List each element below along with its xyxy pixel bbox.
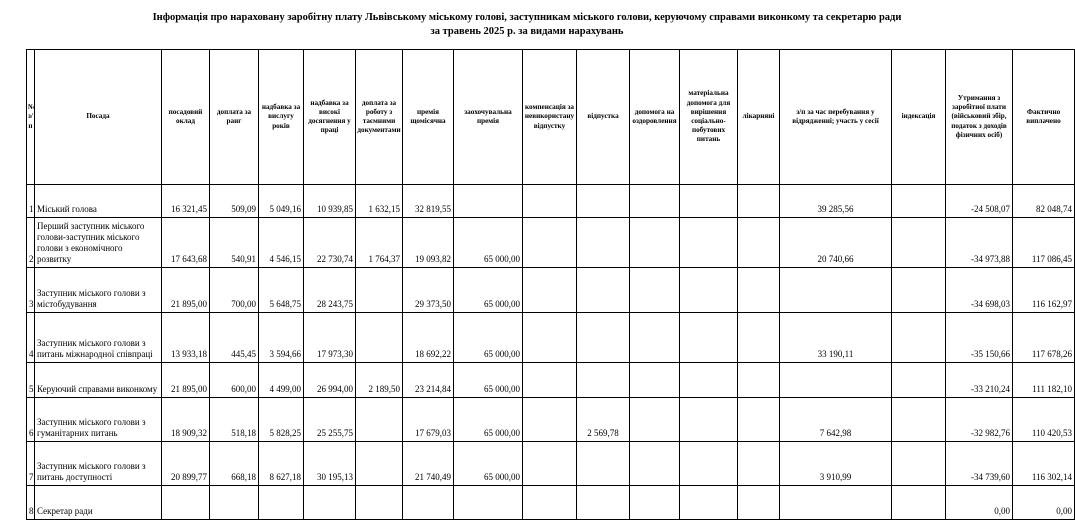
- cell-achievement: [304, 486, 356, 520]
- cell-compensation: [523, 363, 577, 398]
- cell-bonus-monthly: 32 819,55: [403, 185, 454, 218]
- header-deductions: Утримання з заробітної плати (військовий збір, податок з доходів фізичних осіб): [946, 50, 1013, 185]
- cell-num: 6: [27, 398, 35, 442]
- cell-compensation: [523, 268, 577, 313]
- header-vacation: відпустка: [577, 50, 630, 185]
- header-row: [27, 50, 1075, 185]
- cell-material: [680, 185, 738, 218]
- header-salary: посадовий оклад: [162, 50, 210, 185]
- cell-bonus-monthly: 29 373,50: [403, 268, 454, 313]
- cell-num: 5: [27, 363, 35, 398]
- cell-deductions: 0,00: [946, 486, 1013, 520]
- cell-vacation: [577, 442, 630, 486]
- cell-paid: 116 302,14: [1013, 442, 1075, 486]
- cell-num: 1: [27, 185, 35, 218]
- header-sick: лікарняні: [738, 50, 780, 185]
- cell-indexation: [892, 185, 946, 218]
- cell-vacation: [577, 218, 630, 268]
- cell-sick: [738, 363, 780, 398]
- cell-deductions: -34 698,03: [946, 268, 1013, 313]
- cell-salary: [162, 486, 210, 520]
- cell-compensation: [523, 398, 577, 442]
- cell-paid: 110 420,53: [1013, 398, 1075, 442]
- cell-secret: [356, 442, 403, 486]
- cell-secret: 1 632,15: [356, 185, 403, 218]
- cell-compensation: [523, 442, 577, 486]
- cell-secret: [356, 268, 403, 313]
- cell-health: [630, 313, 680, 363]
- cell-vacation: [577, 486, 630, 520]
- cell-seniority: 5 049,16: [259, 185, 304, 218]
- header-position: Посада: [35, 50, 162, 185]
- cell-vacation: [577, 268, 630, 313]
- cell-compensation: [523, 313, 577, 363]
- cell-rank: 668,18: [210, 442, 259, 486]
- cell-rank: 509,09: [210, 185, 259, 218]
- cell-salary: 21 895,00: [162, 268, 210, 313]
- table-row: [27, 218, 1075, 268]
- cell-position: Перший заступник міського голови-заступник міського голови з економічного розвитку: [35, 218, 162, 268]
- header-achievement: надбавка за високі досягнення у праці: [304, 50, 356, 185]
- table-row: [27, 363, 1075, 398]
- cell-session: 7 642,98: [780, 398, 892, 442]
- header-num: № з/п: [27, 50, 35, 185]
- cell-rank: 445,45: [210, 313, 259, 363]
- cell-achievement: 26 994,00: [304, 363, 356, 398]
- cell-vacation: [577, 363, 630, 398]
- cell-position: Заступник міського голови з питань міжнародної співпраці: [35, 313, 162, 363]
- cell-material: [680, 363, 738, 398]
- header-incentive: заохочувальна премія: [454, 50, 523, 185]
- cell-material: [680, 442, 738, 486]
- cell-session: 20 740,66: [780, 218, 892, 268]
- cell-indexation: [892, 268, 946, 313]
- cell-num: 4: [27, 313, 35, 363]
- cell-sick: [738, 313, 780, 363]
- header-compensation: компенсація за невикористану відпустку: [523, 50, 577, 185]
- cell-indexation: [892, 313, 946, 363]
- cell-seniority: 4 546,15: [259, 218, 304, 268]
- cell-session: [780, 268, 892, 313]
- cell-incentive: 65 000,00: [454, 363, 523, 398]
- cell-material: [680, 218, 738, 268]
- cell-material: [680, 313, 738, 363]
- cell-achievement: 22 730,74: [304, 218, 356, 268]
- cell-sick: [738, 185, 780, 218]
- cell-num: 8: [27, 486, 35, 520]
- cell-compensation: [523, 218, 577, 268]
- cell-material: [680, 486, 738, 520]
- cell-seniority: [259, 486, 304, 520]
- salary-table: [26, 49, 1075, 520]
- header-secret: доплата за роботу з таємними документами: [356, 50, 403, 185]
- cell-seniority: 4 499,00: [259, 363, 304, 398]
- cell-compensation: [523, 185, 577, 218]
- header-material: матеріальна допомога для вирішення соціально-побутових питань: [680, 50, 738, 185]
- cell-secret: 2 189,50: [356, 363, 403, 398]
- cell-secret: [356, 486, 403, 520]
- cell-position: Заступник міського голови з гуманітарних питань: [35, 398, 162, 442]
- cell-seniority: 5 828,25: [259, 398, 304, 442]
- cell-session: [780, 486, 892, 520]
- cell-deductions: -34 973,88: [946, 218, 1013, 268]
- cell-indexation: [892, 442, 946, 486]
- table-row: [27, 486, 1075, 520]
- cell-secret: [356, 313, 403, 363]
- cell-indexation: [892, 363, 946, 398]
- cell-deductions: -34 739,60: [946, 442, 1013, 486]
- table-body: [27, 185, 1075, 520]
- cell-secret: [356, 398, 403, 442]
- cell-material: [680, 398, 738, 442]
- cell-health: [630, 268, 680, 313]
- cell-paid: 116 162,97: [1013, 268, 1075, 313]
- cell-paid: 111 182,10: [1013, 363, 1075, 398]
- cell-seniority: 8 627,18: [259, 442, 304, 486]
- cell-rank: 600,00: [210, 363, 259, 398]
- cell-achievement: 25 255,75: [304, 398, 356, 442]
- cell-achievement: 28 243,75: [304, 268, 356, 313]
- cell-rank: 700,00: [210, 268, 259, 313]
- cell-achievement: 30 195,13: [304, 442, 356, 486]
- cell-bonus-monthly: 17 679,03: [403, 398, 454, 442]
- cell-incentive: 65 000,00: [454, 313, 523, 363]
- cell-deductions: -33 210,24: [946, 363, 1013, 398]
- table-row: [27, 398, 1075, 442]
- cell-bonus-monthly: [403, 486, 454, 520]
- cell-vacation: [577, 313, 630, 363]
- cell-indexation: [892, 486, 946, 520]
- cell-salary: 18 909,32: [162, 398, 210, 442]
- table-row: [27, 268, 1075, 313]
- header-rank: доплата за ранг: [210, 50, 259, 185]
- cell-salary: 20 899,77: [162, 442, 210, 486]
- cell-deductions: -35 150,66: [946, 313, 1013, 363]
- header-bonus-monthly: премія щомісячна: [403, 50, 454, 185]
- cell-health: [630, 442, 680, 486]
- cell-sick: [738, 486, 780, 520]
- cell-rank: 518,18: [210, 398, 259, 442]
- cell-bonus-monthly: 19 093,82: [403, 218, 454, 268]
- table-row: [27, 442, 1075, 486]
- cell-indexation: [892, 398, 946, 442]
- cell-incentive: 65 000,00: [454, 398, 523, 442]
- cell-material: [680, 268, 738, 313]
- table-row: [27, 185, 1075, 218]
- cell-bonus-monthly: 18 692,22: [403, 313, 454, 363]
- cell-indexation: [892, 218, 946, 268]
- cell-compensation: [523, 486, 577, 520]
- header-session: з/п за час перебування у відрядженні; участь у сесії: [780, 50, 892, 185]
- document-title: [0, 11, 1054, 39]
- cell-paid: 117 086,45: [1013, 218, 1075, 268]
- cell-salary: 21 895,00: [162, 363, 210, 398]
- cell-bonus-monthly: 23 214,84: [403, 363, 454, 398]
- cell-sick: [738, 398, 780, 442]
- cell-num: 7: [27, 442, 35, 486]
- table-row: [27, 313, 1075, 363]
- cell-paid: 82 048,74: [1013, 185, 1075, 218]
- cell-position: Міський голова: [35, 185, 162, 218]
- cell-salary: 16 321,45: [162, 185, 210, 218]
- header-health: допомога на оздоровлення: [630, 50, 680, 185]
- cell-salary: 17 643,68: [162, 218, 210, 268]
- cell-incentive: [454, 486, 523, 520]
- cell-salary: 13 933,18: [162, 313, 210, 363]
- cell-position: Секретар ради: [35, 486, 162, 520]
- cell-sick: [738, 218, 780, 268]
- cell-session: 3 910,99: [780, 442, 892, 486]
- cell-num: 3: [27, 268, 35, 313]
- header-paid: Фактично виплачено: [1013, 50, 1075, 185]
- cell-position: Заступник міського голови з містобудування: [35, 268, 162, 313]
- cell-incentive: 65 000,00: [454, 442, 523, 486]
- cell-health: [630, 218, 680, 268]
- cell-deductions: -24 508,07: [946, 185, 1013, 218]
- cell-seniority: 3 594,66: [259, 313, 304, 363]
- cell-health: [630, 486, 680, 520]
- cell-session: 39 285,56: [780, 185, 892, 218]
- cell-session: 33 190,11: [780, 313, 892, 363]
- cell-achievement: 17 973,30: [304, 313, 356, 363]
- title-line-1: Інформація про нараховану заробітну плату Львівському міському голові, заступникам міського голови, керуючому справами виконкому та секретарю ради: [152, 12, 902, 23]
- cell-rank: 540,91: [210, 218, 259, 268]
- cell-health: [630, 363, 680, 398]
- cell-sick: [738, 442, 780, 486]
- cell-health: [630, 185, 680, 218]
- cell-seniority: 5 648,75: [259, 268, 304, 313]
- cell-vacation: 2 569,78: [577, 398, 630, 442]
- cell-achievement: 10 939,85: [304, 185, 356, 218]
- cell-bonus-monthly: 21 740,49: [403, 442, 454, 486]
- cell-session: [780, 363, 892, 398]
- cell-sick: [738, 268, 780, 313]
- cell-paid: 0,00: [1013, 486, 1075, 520]
- cell-secret: 1 764,37: [356, 218, 403, 268]
- cell-position: Заступник міського голови з питань доступності: [35, 442, 162, 486]
- cell-health: [630, 398, 680, 442]
- cell-incentive: 65 000,00: [454, 218, 523, 268]
- cell-deductions: -32 982,76: [946, 398, 1013, 442]
- cell-rank: [210, 486, 259, 520]
- cell-paid: 117 678,26: [1013, 313, 1075, 363]
- cell-incentive: [454, 185, 523, 218]
- header-seniority: надбавка за вислугу років: [259, 50, 304, 185]
- cell-position: Керуючий справами виконкому: [35, 363, 162, 398]
- header-indexation: індексація: [892, 50, 946, 185]
- cell-incentive: 65 000,00: [454, 268, 523, 313]
- cell-vacation: [577, 185, 630, 218]
- title-line-2: за травень 2025 р. за видами нарахувань: [430, 26, 624, 37]
- cell-num: 2: [27, 218, 35, 268]
